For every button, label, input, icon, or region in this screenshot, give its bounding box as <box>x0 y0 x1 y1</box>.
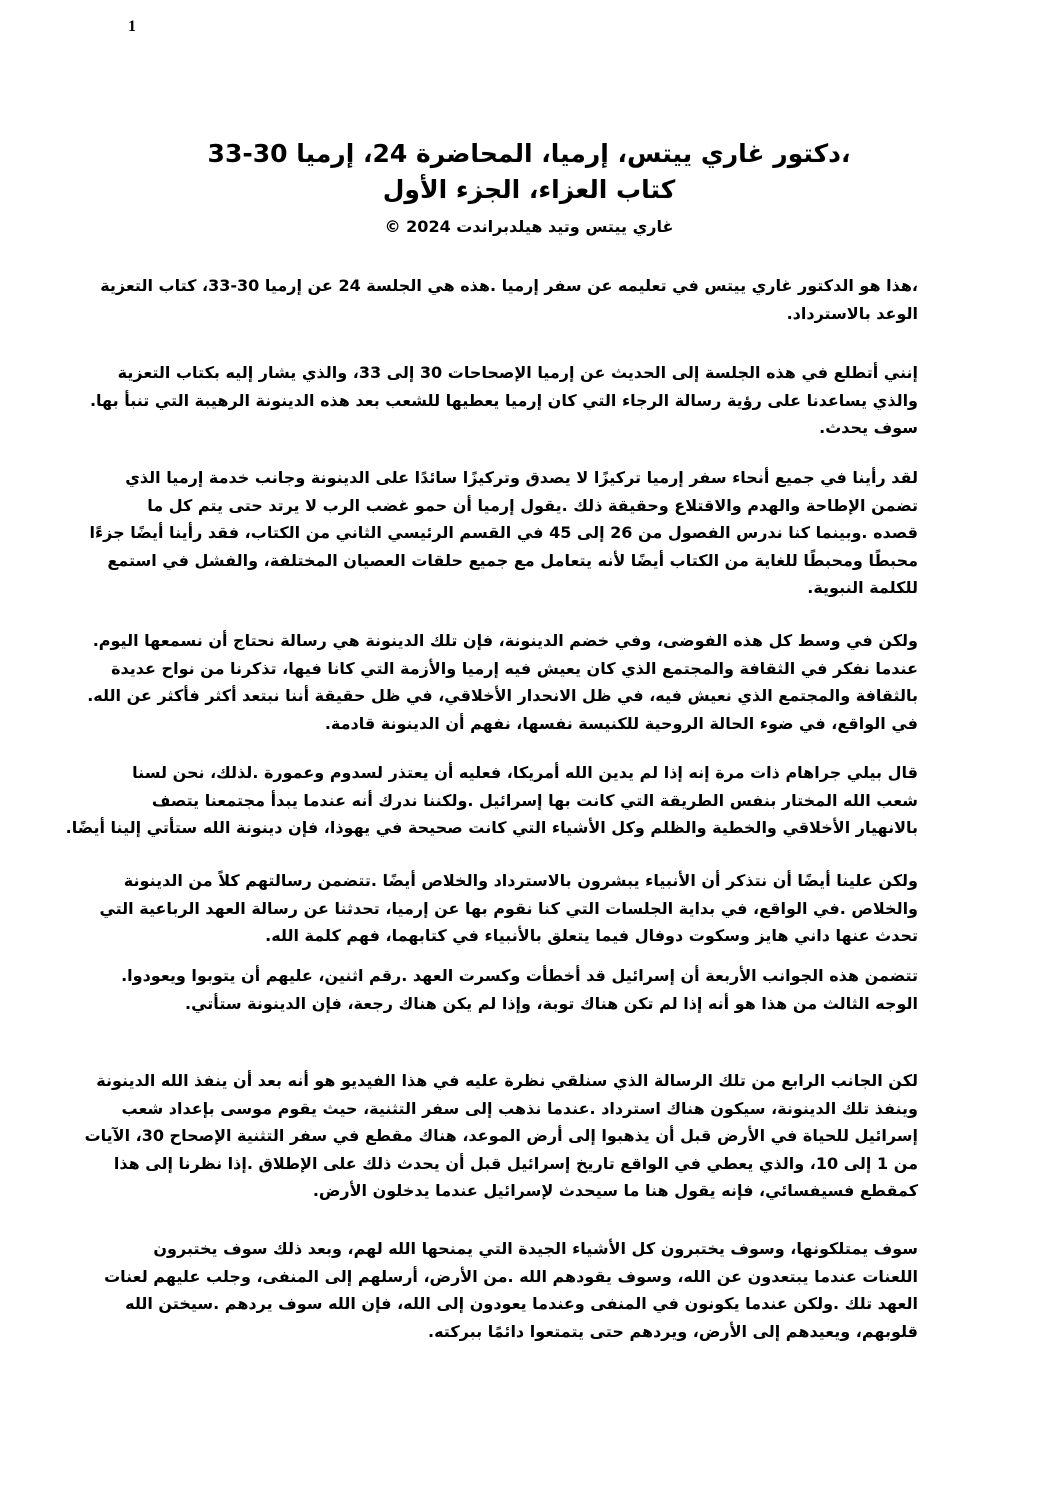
paragraph-line: والذي يساعدنا على رؤية رسالة الرجاء التي كان إرميا يعطيها للشعب بعد هذه الدينونة الرهيبة التي تنبأ بها. <box>89 390 918 410</box>
paragraph-line: الوعد بالاسترداد. <box>786 303 918 323</box>
paragraph-line: إسرائيل للحياة في الأرض قبل أن يذهبوا إلى أرض الموعد، هناك مقطع في سفر التثنية الإصحاح 30، الآيات <box>84 1126 918 1145</box>
page-number: 1 <box>128 18 136 35</box>
paragraph <box>87 627 918 737</box>
paragraph <box>104 1235 918 1345</box>
paragraph-line: بالانهيار الأخلاقي والخطية والظلم وكل الأشياء التي كانت صحيحة في يهوذا، فإن دينونة الله ستأتي إلينا أيضًا. <box>65 818 918 837</box>
paragraph-line: ولكن في وسط كل هذه الفوضى، وفي خضم الدينونة، فإن تلك الدينونة هي رسالة نحتاج أن نسمعها اليوم. <box>92 631 918 650</box>
paragraph-line: قال بيلي جراهام ذات مرة إنه إذا لم يدين الله أمريكا، فعليه أن يعتذر لسدوم وعمورة .لذلك، نحن لسنا <box>132 763 918 782</box>
paragraph-line: في الواقع، في ضوء الحالة الروحية للكنيسة نفسها، نفهم أن الدينونة قادمة. <box>324 713 918 733</box>
paragraph-line: تحدث عنها داني هايز وسكوت دوفال فيما يتعلق بالأنبياء في كتابهما، فهم كلمة الله. <box>265 926 918 945</box>
document-title-line-1: ،دكتور غاري ييتس، إرميا، المحاضرة 24، إرميا 30-33 <box>207 139 851 168</box>
paragraph <box>65 759 918 842</box>
paragraph-line: العهد تلك .ولكن عندما يكونون في المنفى وعندما يعودون إلى الله، فإن الله سوف يردهم .سيختن الله <box>125 1294 918 1313</box>
paragraph <box>89 464 918 602</box>
document-title-line-2: كتاب العزاء، الجزء الأول <box>382 175 676 204</box>
paragraph <box>89 359 918 442</box>
paragraph-line: والخلاص .في الواقع، في بداية الجلسات التي كنا نقوم بها عن إرميا، تحدثنا عن رسالة العهد الرباعية التي <box>99 898 918 918</box>
copyright-line: غاري ييتس وتيد هيلدبراندت 2024 © <box>384 217 674 236</box>
paragraph-line: وينفذ تلك الدينونة، سيكون هناك استرداد .عندما نذهب إلى سفر التثنية، حيث يقوم موسى بإعداد شعب <box>121 1098 918 1118</box>
paragraph-line: سوف يحدث. <box>819 418 918 437</box>
paragraph <box>121 962 918 1017</box>
paragraph-line: عندما نفكر في الثقافة والمجتمع الذي كان يعيش فيه إرميا والأزمة التي كانا فيها، تذكرنا من نواح عديدة <box>111 658 918 678</box>
paragraph-line: سوف يمتلكونها، وسوف يختبرون كل الأشياء الجيدة التي يمنحها الله لهم، وبعد ذلك سوف يختبرون <box>153 1239 918 1258</box>
paragraph-line: تتضمن هذه الجوانب الأربعة أن إسرائيل قد أخطأت وكسرت العهد .رقم اثنين، عليهم أن يتوبوا ويعودوا. <box>121 966 918 985</box>
paragraph-line: إنني أتطلع في هذه الجلسة إلى الحديث عن إرميا الإصحاحات 30 إلى 33، والذي يشار إليه بكتاب التعزية <box>117 363 918 382</box>
paragraph-line: محبطًا ومحبطًا للغاية من الكتاب أيضًا لأنه يتعامل مع جميع حلقات العصيان المختلفة، والفشل في استمع <box>107 550 918 570</box>
paragraph-line: شعب الله المختار بنفس الطريقة التي كانت بها إسرائيل .ولكننا ندرك أنه عندما يبدأ مجتمعنا يتصف <box>151 790 918 810</box>
paragraph-line: لقد رأينا في جميع أنحاء سفر إرميا تركيزًا لا يصدق وتركيزًا سائدًا على الدينونة وجانب خدمة إرميا الذي <box>125 468 918 487</box>
paragraph-line: ،هذا هو الدكتور غاري ييتس في تعليمه عن سفر إرميا .هذه هي الجلسة 24 عن إرميا 30-33، كتاب التعزية <box>100 276 918 295</box>
paragraph <box>100 272 918 327</box>
paragraph-line: قصده .وبينما كنا ندرس الفصول من 26 إلى 45 في القسم الرئيسي الثاني من الكتاب، فقد رأينا أيضًا جزءًا <box>89 523 918 542</box>
paragraph-line: بالثقافة والمجتمع الذي نعيش فيه، في ظل الانحدار الأخلاقي، في ظل حقيقة أننا نبتعد أكثر فأكثر عن الله. <box>87 686 918 705</box>
paragraph-line: لكن الجانب الرابع من تلك الرسالة الذي سنلقي نظرة عليه في هذا الفيديو هو أنه بعد أن ينفذ الله الدينونة <box>96 1071 918 1090</box>
paragraph <box>99 867 918 950</box>
paragraph-line: اللعنات عندما يبتعدون عن الله، وسوف يقودهم الله .من الأرض، أرسلهم إلى المنفى، وجلب عليهم لعنات <box>104 1266 918 1286</box>
paragraph-line: للكلمة النبوية. <box>807 578 918 597</box>
paragraph-line: تضمن الإطاحة والهدم والاقتلاع وحقيقة ذلك .يقول إرميا أن حمو غضب الرب لا يرتد حتى يتم كل ما <box>147 495 918 515</box>
paragraph-line: كمقطع فسيفسائي، فإنه يقول هنا ما سيحدث لإسرائيل عندما يدخلون الأرض. <box>312 1181 918 1200</box>
paragraph-line: ولكن علينا أيضًا أن نتذكر أن الأنبياء يبشرون بالاسترداد والخلاص أيضًا .تتضمن رسالتهم كلاً من الدينونة <box>123 871 918 890</box>
paragraph-line: الوجه الثالث من هذا هو أنه إذا لم تكن هناك توبة، وإذا لم يكن هناك رجعة، فإن الدينونة ستأتي. <box>185 993 918 1013</box>
paragraph-line: قلوبهم، ويعيدهم إلى الأرض، ويردهم حتى يتمتعوا دائمًا ببركته. <box>428 1321 918 1341</box>
paragraph <box>84 1067 918 1205</box>
paragraph-line: من 1 إلى 10، والذي يعطي في الواقع تاريخ إسرائيل قبل أن يحدث ذلك على الإطلاق .إذا نظرنا إلى هذا <box>113 1153 918 1173</box>
